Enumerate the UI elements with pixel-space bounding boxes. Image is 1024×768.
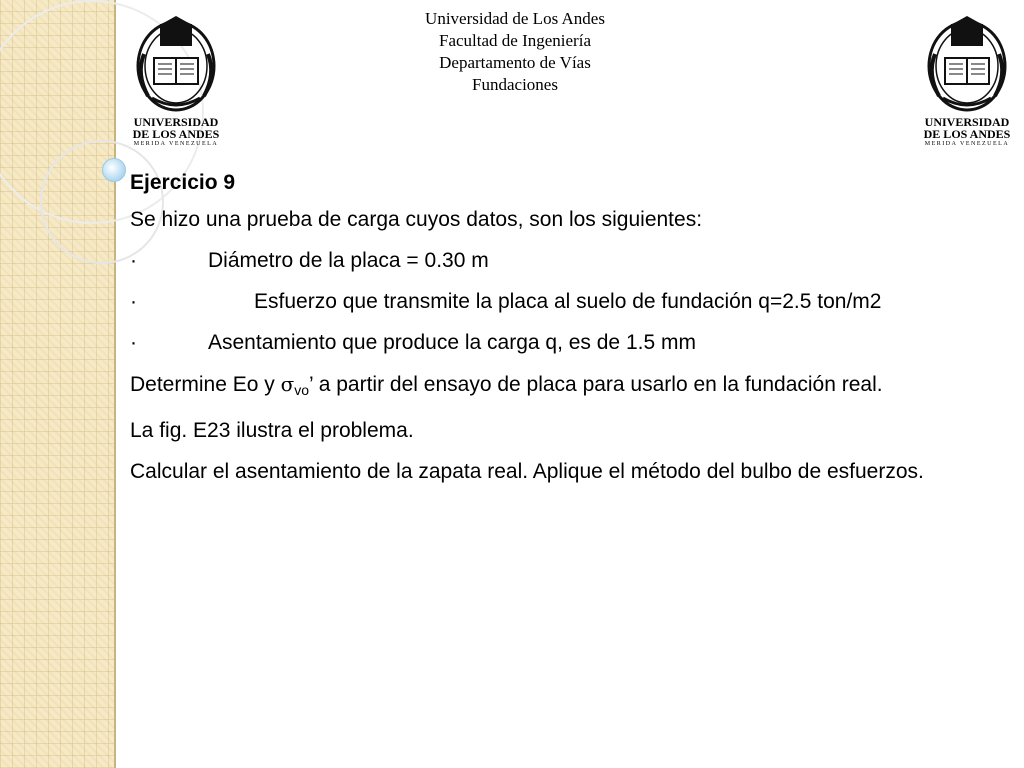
bullet-text: Diámetro de la placa = 0.30 m xyxy=(208,249,489,272)
determine-prefix: Determine Eo y xyxy=(130,373,281,396)
exercise-figure-note: La fig. E23 ilustra el problema. xyxy=(130,419,414,442)
university-logo-left xyxy=(130,14,222,148)
sigma-symbol: σ xyxy=(280,372,295,396)
slide-header xyxy=(300,8,730,96)
logo-location: MERIDA VENEZUELA xyxy=(924,141,1010,147)
logo-caption xyxy=(130,116,222,149)
exercise-intro: Se hizo una prueba de carga cuyos datos, son los siguientes: xyxy=(130,208,703,231)
header-university: Universidad de Los Andes xyxy=(425,9,605,28)
determine-suffix: ’ a partir del ensayo de placa para usarlo en la fundación real. xyxy=(309,373,883,396)
logo-caption xyxy=(921,116,1013,149)
logo-name-line1: UNIVERSIDAD xyxy=(133,115,219,129)
university-seal-icon xyxy=(921,14,1013,114)
header-department: Departamento de Vías xyxy=(439,53,591,72)
header-course: Fundaciones xyxy=(472,75,558,94)
bullet-item xyxy=(130,330,971,356)
exercise-determine xyxy=(130,371,971,403)
header-faculty: Facultad de Ingeniería xyxy=(439,31,591,50)
exercise-final: Calcular el asentamiento de la zapata real. Aplique el método del bulbo de esfuerzos. xyxy=(130,460,924,483)
bullet-item xyxy=(130,248,971,274)
bullet-marker: · xyxy=(130,249,137,272)
logo-name-line1: UNIVERSIDAD xyxy=(924,115,1010,129)
bullet-text: Asentamiento que produce la carga q, es de 1.5 mm xyxy=(208,331,696,354)
university-seal-icon xyxy=(130,14,222,114)
logo-name-line2: DE LOS ANDES xyxy=(923,127,1011,141)
decorative-bubble xyxy=(102,158,126,182)
logo-location: MERIDA VENEZUELA xyxy=(133,141,219,147)
exercise-title: Ejercicio 9 xyxy=(130,171,236,194)
exercise-body xyxy=(130,170,971,500)
bullet-text: Esfuerzo que transmite la placa al suelo de fundación q=2.5 ton/m2 xyxy=(254,290,882,313)
university-logo-right xyxy=(921,14,1013,148)
sigma-subscript: vo xyxy=(294,382,310,398)
bullet-marker: · xyxy=(130,331,137,354)
bullet-item xyxy=(130,289,971,315)
bullet-marker: · xyxy=(130,290,137,313)
logo-name-line2: DE LOS ANDES xyxy=(132,127,220,141)
